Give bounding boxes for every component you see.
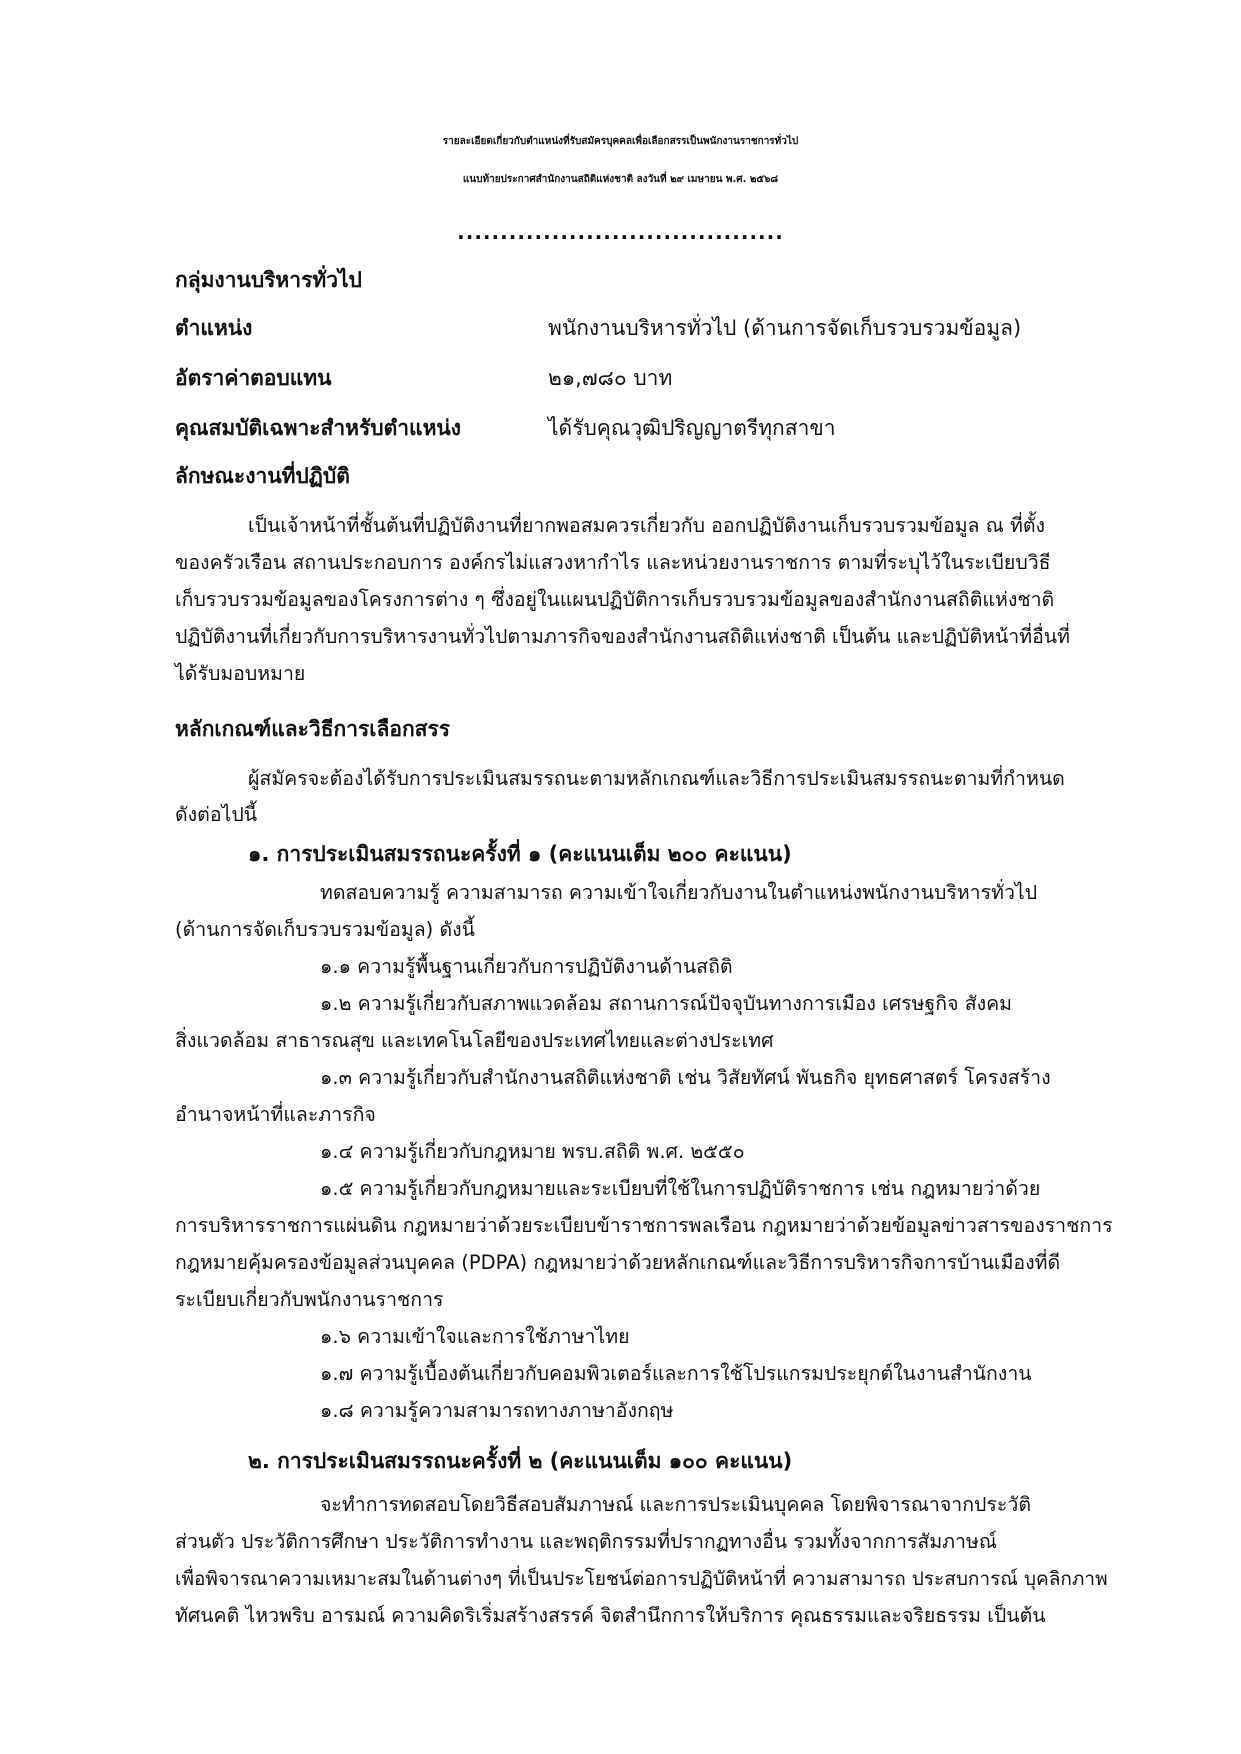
round1-item-2-cont: สิ่งแวดล้อม สาธารณสุข และเทคโนโลยีของประเทศไทยและต่างประเทศ	[175, 1029, 774, 1052]
duties-line: ของครัวเรือน สถานประกอบการ องค์กรไม่แสวงหากำไร และหน่วยงานราชการ ตามที่ระบุไว้ในระเบียบวิธี	[175, 551, 1051, 574]
duties-line: ได้รับมอบหมาย	[175, 662, 306, 685]
round1-item-5-cont: กฎหมายคุ้มครองข้อมูลส่วนบุคคล (PDPA) กฎหมายว่าด้วยหลักเกณฑ์และวิธีการบริหารกิจการบ้านเมืองที่ดี	[175, 1251, 1061, 1274]
document-title-line-1: รายละเอียดเกี่ยวกับตำแหน่งที่รับสมัครบุคคลเพื่อเลือกสรรเป็นพนักงานราชการทั่วไป	[442, 136, 799, 147]
round2-desc-line: จะทำการทดสอบโดยวิธีสอบสัมภาษณ์ และการประเมินบุคคล โดยพิจารณาจากประวัติ	[320, 1493, 1031, 1516]
criteria-intro-line: ผู้สมัครจะต้องได้รับการประเมินสมรรถนะตามหลักเกณฑ์และวิธีการประเมินสมรรถนะตามที่กำหนด	[248, 767, 1065, 790]
round1-item-1: ๑.๑ ความรู้พื้นฐานเกี่ยวกับการปฏิบัติงานด้านสถิติ	[320, 955, 733, 978]
round1-desc-line: (ด้านการจัดเก็บรวบรวมข้อมูล) ดังนี้	[175, 918, 475, 941]
round2-desc-line: ทัศนคติ ไหวพริบ อารมณ์ ความคิดริเริ่มสร้างสรรค์ จิตสำนึกการให้บริการ คุณธรรมและจริยธรรม เป็นต้น	[175, 1604, 1046, 1627]
field-label-qualification: คุณสมบัติเฉพาะสำหรับตำแหน่ง	[175, 416, 462, 440]
field-label-position: ตำแหน่ง	[175, 316, 253, 340]
field-value-qualification: ได้รับคุณวุฒิปริญญาตรีทุกสาขา	[548, 416, 836, 440]
round1-item-3: ๑.๓ ความรู้เกี่ยวกับสำนักงานสถิติแห่งชาติ เช่น วิสัยทัศน์ พันธกิจ ยุทธศาสตร์ โครงสร้าง	[320, 1066, 1051, 1089]
duties-line: ปฏิบัติงานที่เกี่ยวกับการบริหารงานทั่วไปตามภารกิจของสำนักงานสถิติแห่งชาติ เป็นต้น และปฏิบัติหน้าที่อื่นที่	[175, 625, 1070, 648]
round1-item-2: ๑.๒ ความรู้เกี่ยวกับสภาพแวดล้อม สถานการณ์ปัจจุบันทางการเมือง เศรษฐกิจ สังคม	[320, 992, 1013, 1015]
round1-item-7: ๑.๗ ความรู้เบื้องต้นเกี่ยวกับคอมพิวเตอร์และการใช้โปรแกรมประยุกต์ในงานสำนักงาน	[320, 1362, 1032, 1385]
field-value-salary: ๒๑,๗๘๐ บาท	[548, 366, 673, 390]
round1-item-6: ๑.๖ ความเข้าใจและการใช้ภาษาไทย	[320, 1325, 630, 1348]
field-value-position: พนักงานบริหารทั่วไป (ด้านการจัดเก็บรวบรวมข้อมูล)	[548, 316, 1022, 340]
round2-desc-line: ส่วนตัว ประวัติการศึกษา ประวัติการทำงาน และพฤติกรรมที่ปรากฏทางอื่น รวมทั้งจากการสัมภาษณ์	[175, 1530, 997, 1553]
criteria-intro-line: ดังต่อไปนี้	[175, 803, 258, 826]
round1-item-4: ๑.๔ ความรู้เกี่ยวกับกฎหมาย พรบ.สถิติ พ.ศ. ๒๕๕๐	[320, 1140, 745, 1163]
criteria-heading: หลักเกณฑ์และวิธีการเลือกสรร	[175, 717, 451, 741]
round1-item-5: ๑.๕ ความรู้เกี่ยวกับกฎหมายและระเบียบที่ใช้ในการปฏิบัติราชการ เช่น กฎหมายว่าด้วย	[320, 1177, 1041, 1200]
duties-line: เก็บรวบรวมข้อมูลของโครงการต่าง ๆ ซึ่งอยู่ในแผนปฏิบัติการเก็บรวบรวมข้อมูลของสำนักงานสถิติแห่งชาติ	[175, 588, 1055, 611]
duties-heading: ลักษณะงานที่ปฏิบัติ	[175, 464, 350, 488]
round1-item-8: ๑.๘ ความรู้ความสามารถทางภาษาอังกฤษ	[320, 1399, 674, 1422]
group-heading: กลุ่มงานบริหารทั่วไป	[175, 268, 362, 292]
round1-desc-line: ทดสอบความรู้ ความสามารถ ความเข้าใจเกี่ยวกับงานในตำแหน่งพนักงานบริหารทั่วไป	[320, 881, 1038, 904]
round1-item-5-cont: การบริหารราชการแผ่นดิน กฎหมายว่าด้วยระเบียบข้าราชการพลเรือน กฎหมายว่าด้วยข้อมูลข่าวสารของราชการ	[175, 1214, 1113, 1237]
round1-heading: ๑. การประเมินสมรรถนะครั้งที่ ๑ (คะแนนเต็ม ๒๐๐ คะแนน)	[248, 842, 792, 866]
duties-line: เป็นเจ้าหน้าที่ชั้นต้นที่ปฏิบัติงานที่ยากพอสมควรเกี่ยวกับ ออกปฏิบัติงานเก็บรวบรวมข้อมูล ณ ที่ตั้ง	[248, 514, 1046, 537]
document-title-line-2: แนบท้ายประกาศสำนักงานสถิติแห่งชาติ ลงวันที่ ๒๙ เมษายน พ.ศ. ๒๕๖๘	[462, 174, 779, 185]
round2-heading: ๒. การประเมินสมรรถนะครั้งที่ ๒ (คะแนนเต็ม ๑๐๐ คะแนน)	[248, 1449, 793, 1473]
round2-desc-line: เพื่อพิจารณาความเหมาะสมในด้านต่างๆ ที่เป็นประโยชน์ต่อการปฏิบัติหน้าที่ ความสามารถ ประสบการณ์ บุคลิกภาพ	[175, 1568, 1108, 1590]
round1-item-3-cont: อำนาจหน้าที่และภารกิจ	[175, 1103, 376, 1126]
title-separator: ......................................	[457, 220, 784, 244]
round1-item-5-cont: ระเบียบเกี่ยวกับพนักงานราชการ	[175, 1288, 444, 1311]
field-label-salary: อัตราค่าตอบแทน	[175, 366, 332, 390]
